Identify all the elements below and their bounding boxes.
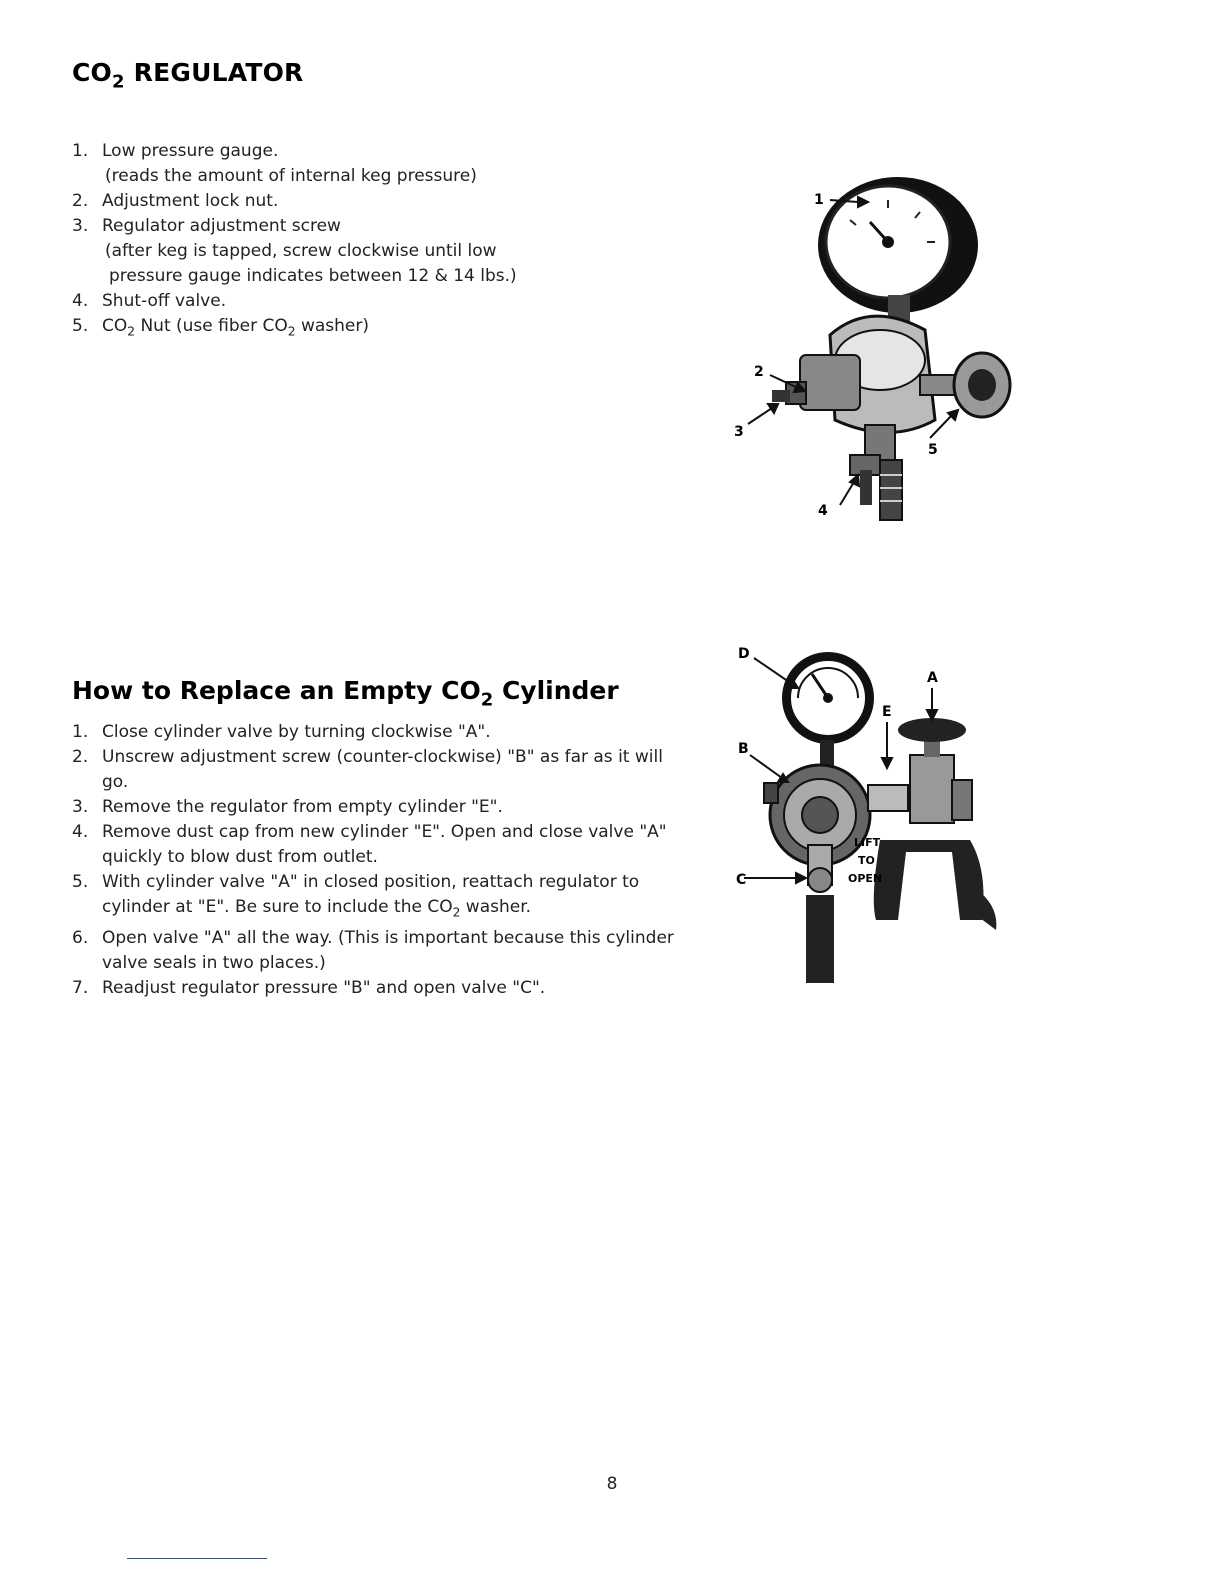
list-item: 2. Adjustment lock nut. — [72, 191, 279, 211]
section-title-replace-cylinder: How to Replace an Empty $CO_2$ Cylinder — [72, 676, 619, 711]
list-item: 1. Close cylinder valve by turning clockwise "A". — [72, 722, 491, 742]
figure-label: 5 — [928, 442, 938, 458]
list-item: 3. Remove the regulator from empty cylinder "E". — [72, 797, 503, 817]
footer-rule — [127, 1558, 267, 1559]
list-item: 5. $CO_2$ Nut (use fiber $CO_2$ washer) — [72, 316, 369, 339]
figure-label: E — [882, 704, 892, 720]
list-item: 4. Remove dust cap from new cylinder "E". Open and close valve "A" quickly to blow dust from outlet. — [72, 822, 667, 867]
figure-label: 3 — [734, 424, 744, 440]
figure-label: A — [927, 670, 938, 686]
section-title-co2-regulator: $CO_2$ REGULATOR — [72, 58, 304, 93]
co2-regulator-illustration — [720, 170, 1040, 540]
cylinder-valve-illustration — [730, 640, 1010, 990]
list-item: 6. Open valve "A" all the way. (This is important because this cylinder valve seals in two places.) — [72, 928, 674, 973]
figure-label: 2 — [754, 364, 764, 380]
list-item: 2. Unscrew adjustment screw (counter-clockwise) "B" as far as it will go. — [72, 747, 663, 792]
list-item: 1. Low pressure gauge. (reads the amount of internal keg pressure) — [72, 141, 477, 186]
figure-label: 1 — [814, 192, 824, 208]
list-item: 5. With cylinder valve "A" in closed position, reattach regulator to cylinder at "E". Be sure to include the $CO_2$ washer. — [72, 872, 640, 920]
page-number: 8 — [606, 1474, 618, 1494]
figure-label: B — [738, 741, 749, 757]
list-item: 3. Regulator adjustment screw (after keg is tapped, screw clockwise until low pressure gauge indicates between 12 & 14 lbs.) — [72, 216, 517, 286]
figure-label: 4 — [818, 503, 828, 519]
lift-to-open-text: TO — [858, 854, 875, 867]
list-item: 4. Shut-off valve. — [72, 291, 227, 311]
lift-to-open-text: OPEN — [848, 872, 883, 885]
figure-label: C — [736, 872, 747, 888]
figure-label: D — [738, 646, 750, 662]
lift-to-open-text: LIFT — [854, 836, 881, 849]
replace-cylinder-steps — [72, 720, 692, 1001]
regulator-parts-list — [72, 139, 692, 339]
list-item: 7. Readjust regulator pressure "B" and open valve "C". — [72, 978, 546, 998]
